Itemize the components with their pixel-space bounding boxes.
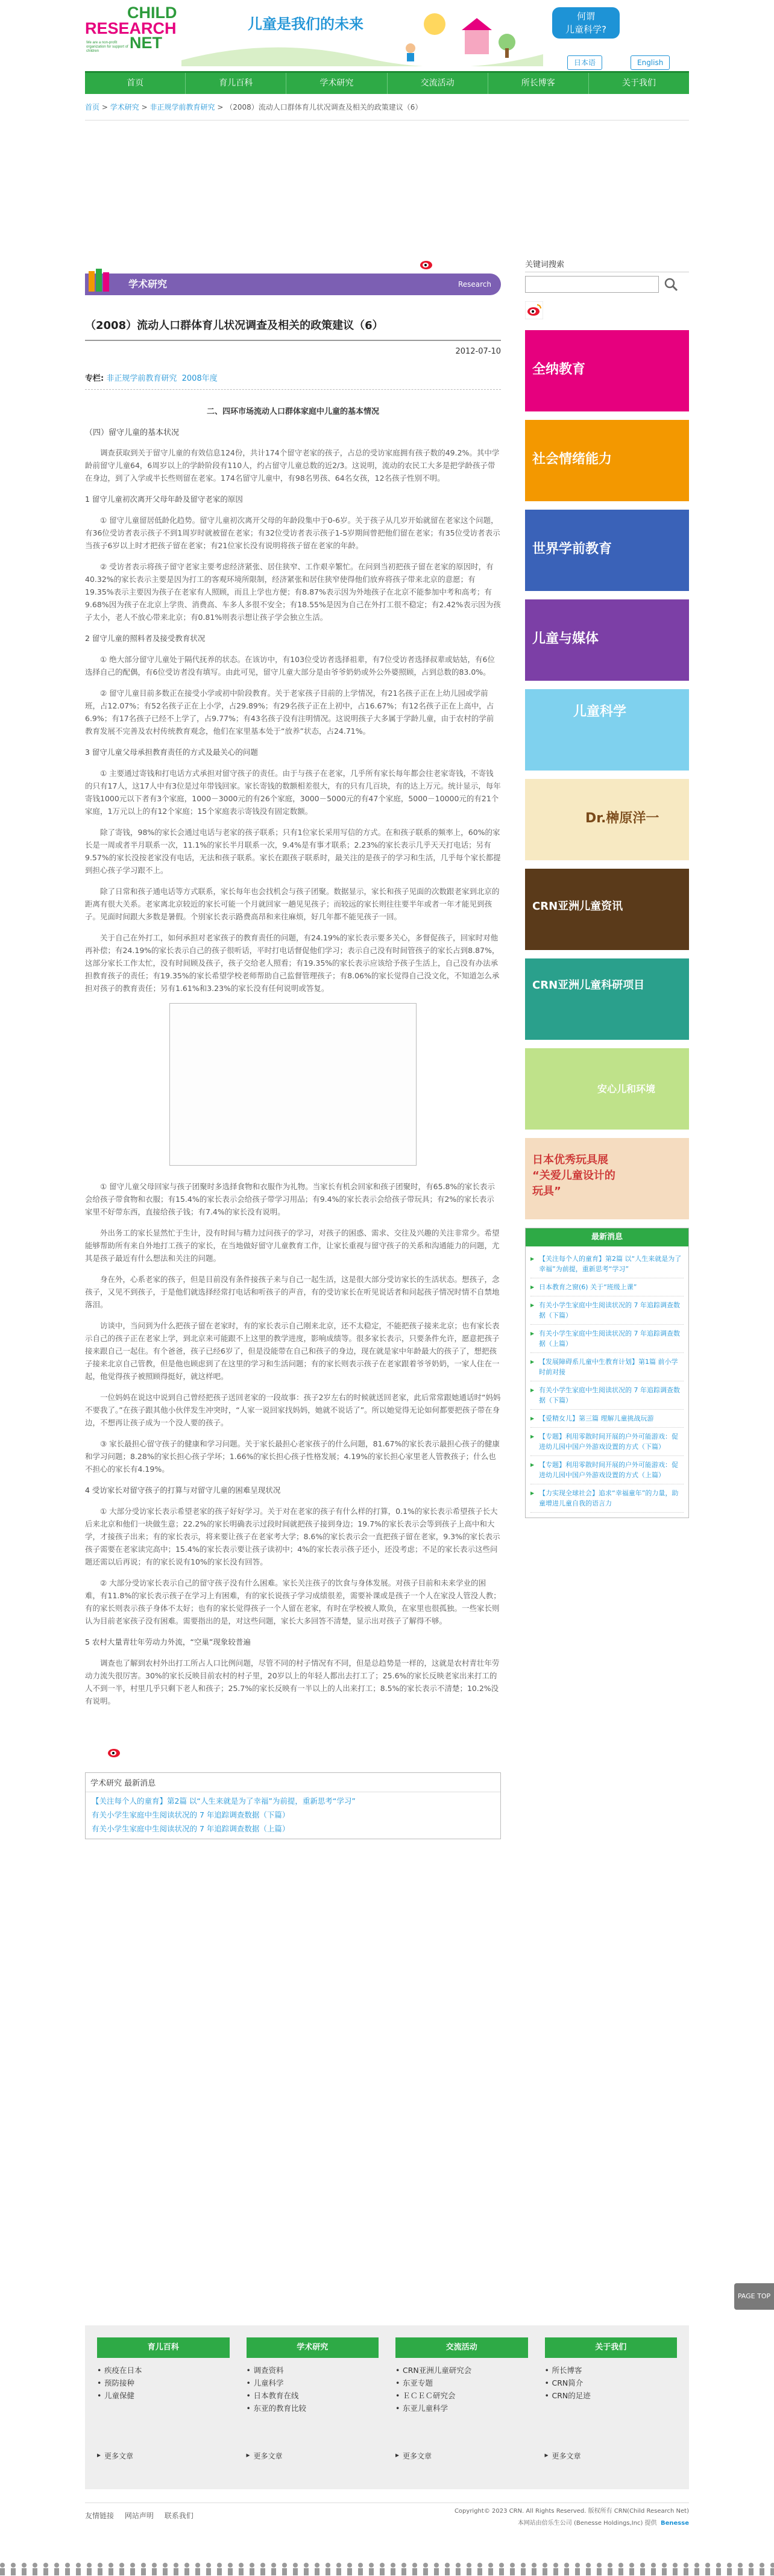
banner-label: 世界学前教育 <box>532 542 612 557</box>
kid-body-decoration <box>662 2568 667 2575</box>
kid-body-decoration <box>608 2568 612 2575</box>
kid-head-decoration <box>749 2563 754 2568</box>
footer-col-research <box>247 2337 379 2489</box>
kid-body-decoration <box>694 2568 699 2575</box>
kid-head-decoration <box>564 2563 569 2568</box>
sub-heading: 1 留守儿童初次离开父母年龄及留守老家的原因 <box>85 495 243 504</box>
kid-body-decoration <box>423 2568 428 2575</box>
logo-line3: NET <box>130 34 162 52</box>
paragraph: 调查获取到关于留守儿童的有效信息124份，共计174个留守老家的孩子，占总的受访家庭拥有孩子数的49.2%。其中学龄前留守儿童64，6周岁以上的学龄阶段有110人，约占留守儿童总数的近2/3。这说明，流动的农民工大多是把学龄孩子带在身边，到了入学或半长些则留在老家。174名留守儿童中，有98名男孩、64名女孩，12名孩子性别不明。 <box>85 448 500 483</box>
nav-about[interactable]: 关于我们 <box>621 78 656 88</box>
kid-body-decoration <box>347 2568 352 2575</box>
kid-head-decoration <box>629 2563 634 2568</box>
kid-body-decoration <box>586 2568 591 2575</box>
latest-news-item[interactable]: ▶ 有关小学生家庭中生阅读状况的 7 年追踪调查数据（下篇） <box>530 1296 684 1325</box>
banner-label: 全纳教育 <box>532 362 586 377</box>
operator-label: 本网站由倍乐生公司 (Benesse Holdings,Inc) 提供 <box>517 2520 657 2527</box>
kid-head-decoration <box>152 2563 157 2568</box>
kid-head-decoration <box>98 2563 102 2568</box>
kid-body-decoration <box>380 2568 385 2575</box>
kid-head-decoration <box>488 2563 493 2568</box>
benesse-logo[interactable]: Benesse <box>661 2520 689 2527</box>
footer-link-statement[interactable]: 网站声明 <box>124 2512 154 2520</box>
kid-head-decoration <box>163 2563 168 2568</box>
breadcrumb-research[interactable]: 学术研究 <box>110 103 139 111</box>
kid-body-decoration <box>510 2568 515 2575</box>
paragraph: 身在外，心系老家的孩子，但是目前没有条件接孩子来与自己一起生活，这是很大部分受访家长的生活状态。想孩子，念孩子，又见不到孩子，于是他们就选择经常打电话和听孩子的声音，有的受访家长在听见说话者和问起孩子情况时情不自禁地落泪。 <box>85 1275 500 1309</box>
footer-bottom <box>85 2503 689 2551</box>
main-nav <box>85 71 689 94</box>
kid-head-decoration <box>716 2563 721 2568</box>
latest-news-box <box>525 1228 689 1518</box>
kid-body-decoration <box>326 2568 330 2575</box>
banner-label: 日本优秀玩具展 “关爱儿童设计的玩具” <box>532 1154 615 1198</box>
kid-head-decoration <box>271 2563 276 2568</box>
footer-link-contact[interactable]: 联系我们 <box>164 2512 194 2520</box>
site-header <box>85 0 689 71</box>
kid-body-decoration <box>315 2568 319 2575</box>
kid-body-decoration <box>76 2568 81 2575</box>
kid-body-decoration <box>184 2568 189 2575</box>
breadcrumb-sep: > <box>101 103 108 111</box>
kid-body-decoration <box>716 2568 721 2575</box>
kid-head-decoration <box>684 2563 688 2568</box>
kid-head-decoration <box>586 2563 591 2568</box>
banner-label: 儿童与媒体 <box>532 631 599 646</box>
kid-body-decoration <box>760 2568 764 2575</box>
related-news-item[interactable]: 有关小学生家庭中生阅读状况的 7 年追踪调查数据（下篇） <box>92 1810 290 1819</box>
kid-head-decoration <box>727 2563 732 2568</box>
kid-head-decoration <box>412 2563 417 2568</box>
kid-head-decoration <box>369 2563 374 2568</box>
kid-head-decoration <box>456 2563 461 2568</box>
kid-body-decoration <box>564 2568 569 2575</box>
search-input[interactable] <box>525 276 659 293</box>
kid-head-decoration <box>260 2563 265 2568</box>
kid-body-decoration <box>239 2568 244 2575</box>
kid-head-decoration <box>336 2563 341 2568</box>
kid-head-decoration <box>130 2563 135 2568</box>
kid-head-decoration <box>304 2563 309 2568</box>
weibo-icon[interactable] <box>525 301 543 319</box>
kid-body-decoration <box>98 2568 102 2575</box>
latest-news-item[interactable]: ▶ 有关小学生家庭中生阅读状况的 7 年追踪调查数据（下篇） <box>530 1381 684 1410</box>
paragraph: ② 大部分受访家长表示自己的留守孩子没有什么困难。家长关注孩子的饮食与身体发展。对孩子目前和未来学业的困难，有11.8%的家长表示孩子在学习上有困难，有的家长说孩子学习成绩很差，需要补课或是孩子一个人在家没人管没人教；有的家长则表示孩子身体不太好；也有的家长觉得孩子一个人留在老家，有时在学校被人欺负，在家里也很孤独。一些家长则认为目前老家孩子没有困难。需要指出的是，对这些问题，家长大多回答不清楚，显示出对孩子了解得不够。 <box>85 1578 501 1625</box>
sub-heading: 5 农村大量青壮年劳动力外流，“空巢”现象较普遍 <box>85 1637 251 1646</box>
logo-line2: RESEARCH <box>85 19 177 37</box>
footer-link[interactable]: • ＥＣＥＣ研究会 <box>395 2389 528 2402</box>
kid-body-decoration <box>304 2568 309 2575</box>
nav-parenting[interactable]: 育儿百科 <box>186 73 286 94</box>
kid-head-decoration <box>521 2563 526 2568</box>
kid-body-decoration <box>358 2568 363 2575</box>
kid-head-decoration <box>651 2563 656 2568</box>
footer-col-events <box>395 2337 528 2489</box>
footer-link[interactable]: • 东亚的教育比较 <box>247 2402 379 2415</box>
kid-head-decoration <box>315 2563 319 2568</box>
banner-label: 安心儿和环境 <box>597 1083 656 1095</box>
paragraph: 一位妈妈在说这中说到自己曾经把孩子送回老家的一段故事：孩子2岁左右的时候就送回老家，此后常常跟她通话时“妈妈不要我了。”在孩子跟其他小伙伴发生冲突时，“人家一说回家找妈妈，她就不说话了”。所以她觉得无论如何都要把孩子带在身边，不想再让孩子成为一个没人要的孩子。 <box>85 1393 501 1427</box>
footer-col-title[interactable]: 学术研究 <box>247 2337 379 2358</box>
sub-heading: 3 留守儿童父母承担教育责任的方式及最关心的问题 <box>85 748 258 757</box>
banner-label: 儿童科学 <box>573 704 627 719</box>
footer-col-title[interactable]: 交流活动 <box>395 2337 528 2358</box>
kid-head-decoration <box>293 2563 298 2568</box>
kid-body-decoration <box>260 2568 265 2575</box>
footer-more-link[interactable]: ▸ 更多文章 <box>97 2451 230 2461</box>
banner-inclusive-education[interactable] <box>525 330 689 411</box>
kid-head-decoration <box>575 2563 580 2568</box>
kid-body-decoration <box>532 2568 536 2575</box>
page-top-button[interactable]: PAGE TOP <box>734 2283 774 2310</box>
kid-head-decoration <box>206 2563 211 2568</box>
kid-body-decoration <box>141 2568 146 2575</box>
breadcrumb-sep: > <box>217 103 224 111</box>
banner-social-emotional[interactable] <box>525 420 689 501</box>
footer-link[interactable]: • 预防接种 <box>97 2377 230 2389</box>
paragraph: ① 大部分受访家长表示希望老家的孩子好好学习。关于对在老家的孩子有什么样的打算，0.1%的家长表示希望孩子长大后来北京和他们一块做生意；22.2%的家长明确表示过段时间就把孩子接到身边；19.7%的家长表示会等到孩子上高中和大学，才接孩子出来；有的家长表示，将来要让孩子在老家考大学；8.6%的家长表示会一直把孩子留在老家，9.3%的家长表示孩子需要在老家读完高中；15.4%的家长表示要让孩子读初中；4%的家长表示孩子还小，还没考虑；不足的家长表示这些问题还需以后再说；有的家长说有10%的家长没有回答。 <box>85 1507 500 1566</box>
footer-link[interactable]: • 日本教育在线 <box>247 2389 379 2402</box>
kid-body-decoration <box>87 2568 92 2575</box>
kid-body-decoration <box>11 2568 16 2575</box>
kid-body-decoration <box>33 2568 37 2575</box>
kid-body-decoration <box>499 2568 504 2575</box>
nav-research[interactable]: 学术研究 <box>286 73 387 94</box>
kid-body-decoration <box>770 2568 774 2575</box>
column-link-year[interactable]: 2008年度 <box>181 374 218 383</box>
footer-links <box>85 2510 202 2521</box>
kid-body-decoration <box>575 2568 580 2575</box>
kid-head-decoration <box>423 2563 428 2568</box>
section-title: 学术研究 <box>128 278 168 290</box>
nav-events[interactable]: 交流活动 <box>388 73 488 94</box>
kid-head-decoration <box>358 2563 363 2568</box>
nav-home[interactable]: 首页 <box>85 73 186 94</box>
footer-more-link[interactable]: ▸ 更多文章 <box>247 2451 379 2461</box>
footer-col-title[interactable]: 关于我们 <box>545 2337 678 2358</box>
kid-head-decoration <box>347 2563 352 2568</box>
logo-tagline: We are a non-profit organization for support of children <box>86 41 128 53</box>
footer-link[interactable]: • 东亚专题 <box>395 2377 528 2389</box>
article-date: 2012-07-10 <box>455 347 501 356</box>
kid-body-decoration <box>684 2568 688 2575</box>
breadcrumb-category[interactable]: 非正规学前教育研究 <box>149 103 215 111</box>
what-is-child-science-bubble[interactable]: 何谓 儿童科学? <box>552 7 620 39</box>
paragraph: ① 绝大部分留守儿童处于隔代抚养的状态。在该访中，有103位受访者选择祖辈，有7位受访者选择叔辈或姑姑，有6位选择自己的配偶，有6位受访者没有填写。由此可见，留守儿童大部分是由爷爷奶奶或外公外婆照顾，占到总数的83.0%。 <box>85 655 495 677</box>
article-heading: 二、四环市场流动人口群体家庭中儿童的基本情况 <box>206 407 379 416</box>
weibo-share-icon[interactable] <box>107 1746 122 1758</box>
kid-body-decoration <box>391 2568 395 2575</box>
kid-head-decoration <box>477 2563 482 2568</box>
crn-logo[interactable] <box>85 5 175 51</box>
kid-body-decoration <box>727 2568 732 2575</box>
kid-head-decoration <box>510 2563 515 2568</box>
kid-head-decoration <box>174 2563 178 2568</box>
footer-link[interactable]: • CRN亚洲儿童研究会 <box>395 2364 528 2377</box>
kid-body-decoration <box>401 2568 406 2575</box>
paragraph: 调查也了解到农村外出打工所占人口比例问题，尽管不同的村子情况有不同，但是总趋势是一样的，这就是农村青壮年劳动力流失很厉害。30%的家长反映目前农村的村子里，20岁以上的年轻人都出去打工了；25.6%的家长反映老家出来打工的人不到一半，村里几乎只剩下老人和孩子；25.7%的家长反映有一半以上的人出来打工；8.5%的家长表示不清楚；10.2%没有说明。 <box>85 1658 500 1705</box>
kid-head-decoration <box>239 2563 244 2568</box>
banner-children-media[interactable] <box>525 599 689 681</box>
kid-body-decoration <box>618 2568 623 2575</box>
kid-body-decoration <box>673 2568 678 2575</box>
banner-label: Dr.榊原洋一 <box>585 811 659 826</box>
site-footer <box>0 2325 774 2576</box>
share-bar <box>85 258 501 274</box>
banner-label: CRN亚洲儿童科研项目 <box>532 979 645 992</box>
kid-head-decoration <box>618 2563 623 2568</box>
kid-body-decoration <box>467 2568 471 2575</box>
banner-safe-environment[interactable] <box>525 1048 689 1130</box>
kid-body-decoration <box>130 2568 135 2575</box>
footer-link[interactable]: • 东亚儿童科学 <box>395 2402 528 2415</box>
kid-head-decoration <box>553 2563 558 2568</box>
kid-head-decoration <box>662 2563 667 2568</box>
nav-blog[interactable]: 所长博客 <box>488 73 589 94</box>
logo-line1: CHILD <box>127 4 177 22</box>
lang-english-link[interactable]: English <box>631 55 670 70</box>
footer-link[interactable]: • 儿童保健 <box>97 2389 230 2402</box>
kid-head-decoration <box>499 2563 504 2568</box>
kid-head-decoration <box>65 2563 70 2568</box>
latest-news-item[interactable]: ▶ 【发展障碍系儿童中生教育计划】第1篇 前小学时前对接 <box>530 1353 684 1381</box>
footer-link[interactable]: • 所长博客 <box>545 2364 678 2377</box>
kid-body-decoration <box>43 2568 48 2575</box>
footer-more-link[interactable]: ▸ 更多文章 <box>545 2451 678 2461</box>
paragraph: ③ 家长最担心留守孩子的健康和学习问题。关于家长最担心老家孩子的什么问题，81.67%的家长表示最担心孩子的健康和学习问题；8.28%的家长担心孩子学坏；1.66%的家长担心孩子性格发展；4.19%的家长担心家里老人管教孩子；什么也不担心的家长有4.19%。 <box>85 1439 500 1474</box>
kid-body-decoration <box>640 2568 645 2575</box>
banner-crn-asia-project[interactable] <box>525 958 689 1040</box>
kid-body-decoration <box>65 2568 70 2575</box>
article-title: （2008）流动人口群体育儿状况调查及相关的政策建议（6） <box>85 317 501 341</box>
search-icon[interactable] <box>662 276 681 293</box>
banner-dr-sakakihara[interactable] <box>525 779 689 860</box>
kid-body-decoration <box>477 2568 482 2575</box>
copyright-text: Copyright© 2023 CRN. All Rights Reserved. 版权所有 CRN(Child Research Net) <box>454 2508 689 2515</box>
kid-body-decoration <box>119 2568 124 2575</box>
footer-link[interactable]: • 调查资料 <box>247 2364 379 2377</box>
related-news-item[interactable]: 【关注每个人的童育】第2篇 以“人生来就是为了幸福”为前提，重新思考“学习” <box>92 1796 356 1805</box>
column-link-category[interactable]: 非正规学前教育研究 <box>106 374 177 383</box>
kid-body-decoration <box>456 2568 461 2575</box>
banner-world-preschool[interactable] <box>525 510 689 591</box>
kid-head-decoration <box>532 2563 536 2568</box>
banner-crn-asia-info[interactable] <box>525 869 689 950</box>
kid-head-decoration <box>184 2563 189 2568</box>
kid-head-decoration <box>22 2563 27 2568</box>
weibo-share-icon[interactable] <box>419 258 435 270</box>
sidebar <box>525 258 689 1518</box>
slogan: 儿童是我们的未来 <box>248 16 363 33</box>
kid-head-decoration <box>445 2563 450 2568</box>
article-image <box>169 1003 417 1166</box>
kid-body-decoration <box>217 2568 222 2575</box>
footer-more-link[interactable]: ▸ 更多文章 <box>395 2451 528 2461</box>
kid-body-decoration <box>336 2568 341 2575</box>
kid-body-decoration <box>434 2568 439 2575</box>
footer-link[interactable]: • CRN的足迹 <box>545 2389 678 2402</box>
footer-link[interactable]: • 疾疫在日本 <box>97 2364 230 2377</box>
article-subheading: （四）留守儿童的基本状况 <box>85 428 180 437</box>
kid-head-decoration <box>141 2563 146 2568</box>
kid-body-decoration <box>553 2568 558 2575</box>
footer-columns <box>85 2325 689 2489</box>
kid-body-decoration <box>488 2568 493 2575</box>
kid-head-decoration <box>760 2563 764 2568</box>
latest-news-item[interactable]: ▶ 有关小学生家庭中生阅读状况的 7 年追踪调查数据（上篇） <box>530 1325 684 1353</box>
kid-head-decoration <box>217 2563 222 2568</box>
kid-head-decoration <box>391 2563 395 2568</box>
footer-col-about <box>545 2337 678 2489</box>
kid-head-decoration <box>33 2563 37 2568</box>
kid-head-decoration <box>76 2563 81 2568</box>
banner-label: 社会情绪能力 <box>532 452 612 467</box>
article-body <box>85 405 501 1707</box>
footer-col-title[interactable]: 育儿百科 <box>97 2337 230 2358</box>
kid-head-decoration <box>597 2563 602 2568</box>
kid-body-decoration <box>445 2568 450 2575</box>
kid-head-decoration <box>543 2563 547 2568</box>
kid-body-decoration <box>749 2568 754 2575</box>
footer-link[interactable]: • CRN简介 <box>545 2377 678 2389</box>
kid-head-decoration <box>770 2563 774 2568</box>
paragraph: ② 留守儿童目前多数正在接受小学或初中阶段教育。关于老家孩子目前的上学情况，有21名孩子正在上幼儿园或学前班，占12.07%；有52名孩子正在上小学，占29.89%；有29名孩子正在上初中，占16.67%；有12名孩子正在上高中，占6.9%；有17名孩子已经不上学了，占9.77%；有43名孩子没有注明情况。这说明孩子大多属于学龄儿童，由于农村的学前教育发展不完善及农村传统教育观念，他们在家里基本处于“放养”状态，占24.71%。 <box>85 689 494 736</box>
kid-body-decoration <box>369 2568 374 2575</box>
related-news-item[interactable]: 有关小学生家庭中生阅读状况的 7 年追踪调查数据（上篇） <box>92 1824 290 1833</box>
paragraph: 关于自己在外打工，如何承担对老家孩子的教育责任的问题，有24.19%的家长表示要多关心，多督促孩子，回家时对他再补偿；有24.19%的家长表示自己的孩子很听话，平时打电话督促他们学习；表示自己没有时间管孩子的家长占到8.87%，这部分家长工作太忙，没有时间顾及孩子，孩子交给老人照看；有19.35%的家长表示应该给予孩子生活上，自己没有办法承担教育孩子的责任；有19.35%的家长希望学校老师帮助自己监督管理孩子；有8.06%的家长觉得自己没文化，不知道怎么承担对孩子的教育责任；另有1.61%和3.23%的家长没有任何说明或答复。 <box>85 933 500 993</box>
books-icon <box>85 267 114 295</box>
banner-label: CRN亚洲儿童资讯 <box>532 900 623 913</box>
kid-head-decoration <box>250 2563 254 2568</box>
kid-head-decoration <box>54 2563 59 2568</box>
footer-link-friends[interactable]: 友情链接 <box>85 2512 115 2520</box>
kid-body-decoration <box>738 2568 743 2575</box>
latest-news-item[interactable]: ▶ 【爱精女儿】第三篇 理解儿童挑战玩游 <box>530 1410 684 1428</box>
kid-head-decoration <box>738 2563 743 2568</box>
paragraph: ① 主要通过寄钱和打电话方式承担对留守孩子的责任。由于与孩子在老家，几乎所有家长每年都会往老家寄钱，不寄钱的只有17人，这17人中有3位是过年带钱回家。家长寄钱的数额相差很大，有的只有几百块，有的达上万元。统计显示，每年寄钱1000元以下者有3个家庭，1000－3000元的有26个家庭，3000－5000元的有47个家庭，5000－10000元的有21个家庭，1万元以上的有12个家庭；15个家庭表示寄钱没有固定数额。 <box>85 769 501 816</box>
kid-body-decoration <box>282 2568 287 2575</box>
kid-head-decoration <box>195 2563 200 2568</box>
paragraph: 除了寄钱，98%的家长会通过电话与老家的孩子联系；只有1位家长采用写信的方式。在和孩子联系的频率上，60%的家长是一周或者半月联系一次，11.1%的家长半月联系一次，9.4%是有事才联系；2.23%的家长表示几乎天天打电话；另有9.57%的家长没按老家没有电话，无法和孩子联系。家长在跟孩子联系时，最关注的是孩子的学习和生活，几乎每个家长都提到担心孩子学习跟不上。 <box>85 828 501 875</box>
kid-head-decoration <box>467 2563 471 2568</box>
column-label: 专栏: <box>85 374 104 383</box>
paragraph: ② 受访者表示将孩子留守老家主要考虑经济紧张、居住狭窄、工作艰辛繁忙。在问到当初把孩子留在老家的原因时，有40.32%的家长表示主要是因为打工的客观环境所限制，经济紧张和居住狭窄使得他们放弃将孩子带来北京的意愿；有19.35%表示主要因为孩子在老家有人照顾，而且上学也方便；有8.87%表示因为外地孩子在北京不能参加中考和高考；有9.68%因为孩子在北京上学贵、消费高、车多人多很不安全；有18.55%是因为自己在外打工很不稳定；有2.42%表示因为孩子太小，老人不放心带来北京；有0.81%则表示想让孩子学会独立生活。 <box>85 562 501 622</box>
kid-body-decoration <box>174 2568 178 2575</box>
section-title-en: Research <box>458 280 491 289</box>
breadcrumb-current: （2008）流动人口群体育儿状况调查及相关的政策建议（6） <box>225 103 423 111</box>
kid-body-decoration <box>228 2568 233 2575</box>
kid-head-decoration <box>694 2563 699 2568</box>
kid-body-decoration <box>521 2568 526 2575</box>
kid-body-decoration <box>271 2568 276 2575</box>
share-bar-bottom <box>85 1746 501 1762</box>
kid-body-decoration <box>293 2568 298 2575</box>
keyword-search-label: 关键词搜索 <box>525 258 689 272</box>
section-header <box>85 274 501 295</box>
kid-head-decoration <box>705 2563 710 2568</box>
kid-body-decoration <box>597 2568 602 2575</box>
latest-news-item[interactable]: ▶ 【关注每个人的童育】第2篇 以“人生来就是为了幸福”为前提，重新思考“学习” <box>530 1250 684 1278</box>
kid-head-decoration <box>401 2563 406 2568</box>
kid-body-decoration <box>705 2568 710 2575</box>
breadcrumb-sep: > <box>141 103 148 111</box>
kid-head-decoration <box>640 2563 645 2568</box>
sub-heading: 2 留守儿童的照料者及接受教育状况 <box>85 634 206 643</box>
banner-good-toys[interactable] <box>525 1138 689 1219</box>
copyright <box>455 2506 689 2530</box>
paragraph: ① 留守儿童父母回家与孩子团聚时多选择食物和衣服作为礼物。当家长有机会回家和孩子团聚时，有65.8%的家长表示会给孩子带食物和衣服；有15.4%的家长表示会给孩子带学习用品；有9.4%的家长表示会给孩子带玩具；有2%的家长表示家里不好带东西，直接给孩子钱；有7.4%的家长没有说明。 <box>85 1182 495 1216</box>
kid-head-decoration <box>608 2563 612 2568</box>
kid-body-decoration <box>109 2568 113 2575</box>
kid-body-decoration <box>0 2568 5 2575</box>
kid-body-decoration <box>412 2568 417 2575</box>
paragraph: 访谈中，当问到为什么把孩子留在老家时，有的家长表示自己刚来北京，还不太稳定，不能把孩子接来北京；也有家长表示自己的孩子正在老家上学，到北京来可能跟不上这里的教学进度，影响成绩等。很多家长表示，只要条件允许，愿意把孩子接来跟自己一起住。有个爸爸，孩子已经6岁了，但是没能带在自己和孩子的身边，现在就是家中年龄最大的孩子了，想把孩子接来北京自己管教，但是他也顾虑到了在这里的学习和生活问题；有的家长则表示孩子在老家跟着爷爷奶奶，一家人住在一起，他觉得孩子被照顾得挺好，就这样吧。 <box>85 1321 500 1381</box>
kid-head-decoration <box>326 2563 330 2568</box>
related-news-title: 学术研究 最新消息 <box>86 1773 500 1792</box>
latest-news-title: 最新消息 <box>526 1228 688 1246</box>
kid-head-decoration <box>43 2563 48 2568</box>
paragraph: 外出务工的家长显然忙于生计，没有时间与精力过问孩子的学习，对孩子的困惑、需求、交往及兴趣的关注非常少。希望能够帮助所有来自外地打工孩子的家长，在当地做好留守儿童教育工作，让家长重视与留守孩子的关系和沟通能力的问题，尤其是孩子最近有什么想法和关注的问题。 <box>85 1228 500 1263</box>
kid-body-decoration <box>54 2568 59 2575</box>
latest-news-item[interactable]: ▶ 【专题】利用零散时间开展的户外可能游戏：促进幼儿园中国户外游戏设置的方式（上篇） <box>530 1456 684 1484</box>
kid-head-decoration <box>11 2563 16 2568</box>
column-row <box>85 372 501 390</box>
kid-body-decoration <box>195 2568 200 2575</box>
kid-body-decoration <box>22 2568 27 2575</box>
kid-body-decoration <box>651 2568 656 2575</box>
sub-heading: 4 受访家长对留守孩子的打算与对留守儿童的困难呈现状况 <box>85 1486 281 1495</box>
operator-text <box>455 2518 689 2530</box>
kid-body-decoration <box>543 2568 547 2575</box>
footer-col-parenting <box>97 2337 230 2489</box>
kid-head-decoration <box>380 2563 385 2568</box>
footer-link[interactable]: • 儿童科学 <box>247 2377 379 2389</box>
banner-child-science[interactable] <box>525 689 689 771</box>
kid-body-decoration <box>250 2568 254 2575</box>
kid-body-decoration <box>163 2568 168 2575</box>
kid-head-decoration <box>673 2563 678 2568</box>
footer-kids-decoration <box>0 2562 774 2576</box>
lang-japanese-link[interactable]: 日本语 <box>567 55 602 70</box>
kid-body-decoration <box>629 2568 634 2575</box>
latest-news-item[interactable]: ▶ 【专题】利用零散时间开展的户外可能游戏：促进幼儿园中国户外游戏设置的方式（下篇） <box>530 1428 684 1456</box>
related-news-box <box>85 1772 501 1839</box>
kid-head-decoration <box>87 2563 92 2568</box>
latest-news-item[interactable]: ▶ 【力实现全球社会】追求“幸福童年”的力量，助童增进儿童自我的语言力 <box>530 1484 684 1513</box>
kid-head-decoration <box>282 2563 287 2568</box>
kid-body-decoration <box>152 2568 157 2575</box>
search-form <box>525 276 689 293</box>
breadcrumb-home[interactable]: 首页 <box>85 103 100 111</box>
kid-head-decoration <box>119 2563 124 2568</box>
paragraph: ① 留守儿童留居低龄化趋势。留守儿童初次离开父母的年龄段集中于0-6岁。关于孩子从几岁开始就留在老家这个问题，有36位受访者表示孩子不到1周岁时就被留在老家；有32位受访者表示孩子1-5岁期间曾把他们留在老家；有35位受访者表示当孩子6岁以上时才把孩子留在老家；有21位家长没有说明将孩子留在老家的年龄。 <box>85 516 500 550</box>
kid-body-decoration <box>206 2568 211 2575</box>
header-illustration <box>181 0 543 66</box>
breadcrumb <box>85 94 689 120</box>
kid-head-decoration <box>0 2563 5 2568</box>
kid-head-decoration <box>109 2563 113 2568</box>
latest-news-item[interactable]: ▶ 日本教育之窗(6) 关于“班级上课” <box>530 1278 684 1296</box>
main-content <box>85 258 501 1839</box>
kid-head-decoration <box>228 2563 233 2568</box>
paragraph: 除了日常和孩子通电话等方式联系，家长每年也会找机会与孩子团聚。数据显示，家长和孩子见面的次数跟老家到北京的距离有很大关系。老家离北京较近的家长可能一个月就回家一趟见见孩子；而较远的家长则往往要半年或者一年才能见到孩子。见面时间跟大多数是暑假。个别家长表示路费高昂和来往麻烦，好几年都不能见孩子一回。 <box>85 887 500 921</box>
kid-head-decoration <box>434 2563 439 2568</box>
